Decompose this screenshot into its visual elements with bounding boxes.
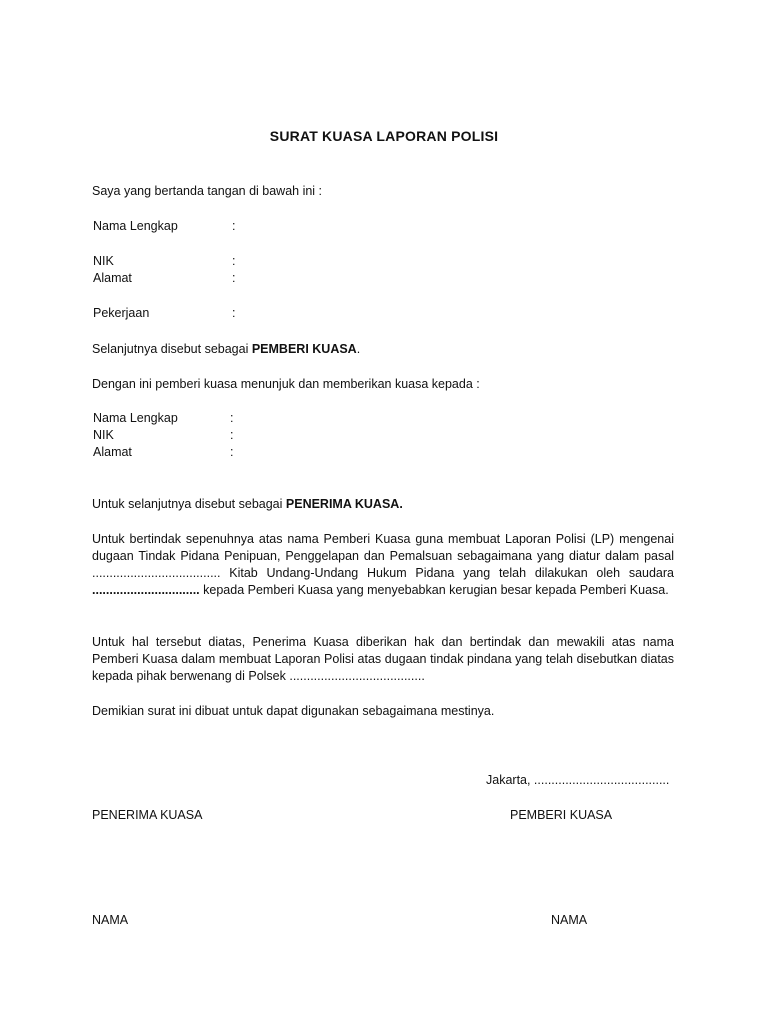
receiver-signature-role: PENERIMA KUASA — [92, 808, 203, 822]
receiver-address-label: Alamat — [93, 445, 132, 459]
receiver-ref-prefix: Untuk selanjutnya disebut sebagai — [92, 497, 286, 511]
mandate-text-b: kepada Pemberi Kuasa yang menyebabkan kerugian besar kepada Pemberi Kuasa. — [199, 583, 669, 597]
receiver-address-colon: : — [230, 445, 234, 459]
receiver-nik-colon: : — [230, 428, 234, 442]
giver-address-colon: : — [232, 271, 236, 285]
authority-paragraph: Untuk hal tersebut diatas, Penerima Kuasa diberikan hak dan bertindak dan mewakili atas nama Pemberi Kuasa dalam membuat Laporan Polisi atas dugaan tindak pindana yang telah disebutkan diatas kepada pihak berwenang di Polsek ....................................... — [92, 635, 674, 683]
mandate-text-a: Untuk bertindak sepenuhnya atas nama Pemberi Kuasa guna membuat Laporan Polisi (LP) mengenai dugaan Tindak Pidana Penipuan, Penggelapan dan Pemalsuan sebagaimana yang diatur dalam pasal ..................................... Kitab Undang-Undang Hukum Pidana yang telah dilakukan oleh saudara — [92, 532, 674, 580]
giver-ref-suffix: . — [356, 342, 361, 356]
giver-ref-prefix: Selanjutnya disebut sebagai — [92, 342, 252, 356]
giver-signature-role: PEMBERI KUASA — [510, 808, 613, 822]
giver-job-colon: : — [232, 306, 236, 320]
giver-nik-label: NIK — [93, 254, 114, 268]
closing-text: Demikian surat ini dibuat untuk dapat digunakan sebagaimana mestinya. — [92, 704, 495, 718]
document-title: SURAT KUASA LAPORAN POLISI — [269, 128, 499, 144]
receiver-reference — [92, 497, 403, 511]
appoint-text: Dengan ini pemberi kuasa menunjuk dan memberikan kuasa kepada : — [92, 377, 480, 391]
mandate-text-bold: ............................... — [92, 583, 200, 597]
giver-job-label: Pekerjaan — [93, 306, 150, 320]
giver-signature-name: NAMA — [551, 913, 588, 927]
receiver-name-label: Nama Lengkap — [93, 411, 178, 425]
receiver-signature-name: NAMA — [92, 913, 129, 927]
giver-name-label: Nama Lengkap — [93, 219, 178, 233]
receiver-name-colon: : — [230, 411, 234, 425]
giver-ref-bold: PEMBERI KUASA — [251, 342, 357, 356]
giver-name-colon: : — [232, 219, 236, 233]
intro-text: Saya yang bertanda tangan di bawah ini : — [92, 184, 323, 198]
giver-address-label: Alamat — [93, 271, 132, 285]
receiver-ref-bold: PENERIMA KUASA. — [285, 497, 403, 511]
receiver-nik-label: NIK — [93, 428, 114, 442]
giver-reference — [92, 342, 360, 356]
mandate-paragraph — [92, 531, 674, 599]
giver-nik-colon: : — [232, 254, 236, 268]
place-date: Jakarta, ....................................... — [486, 773, 670, 787]
